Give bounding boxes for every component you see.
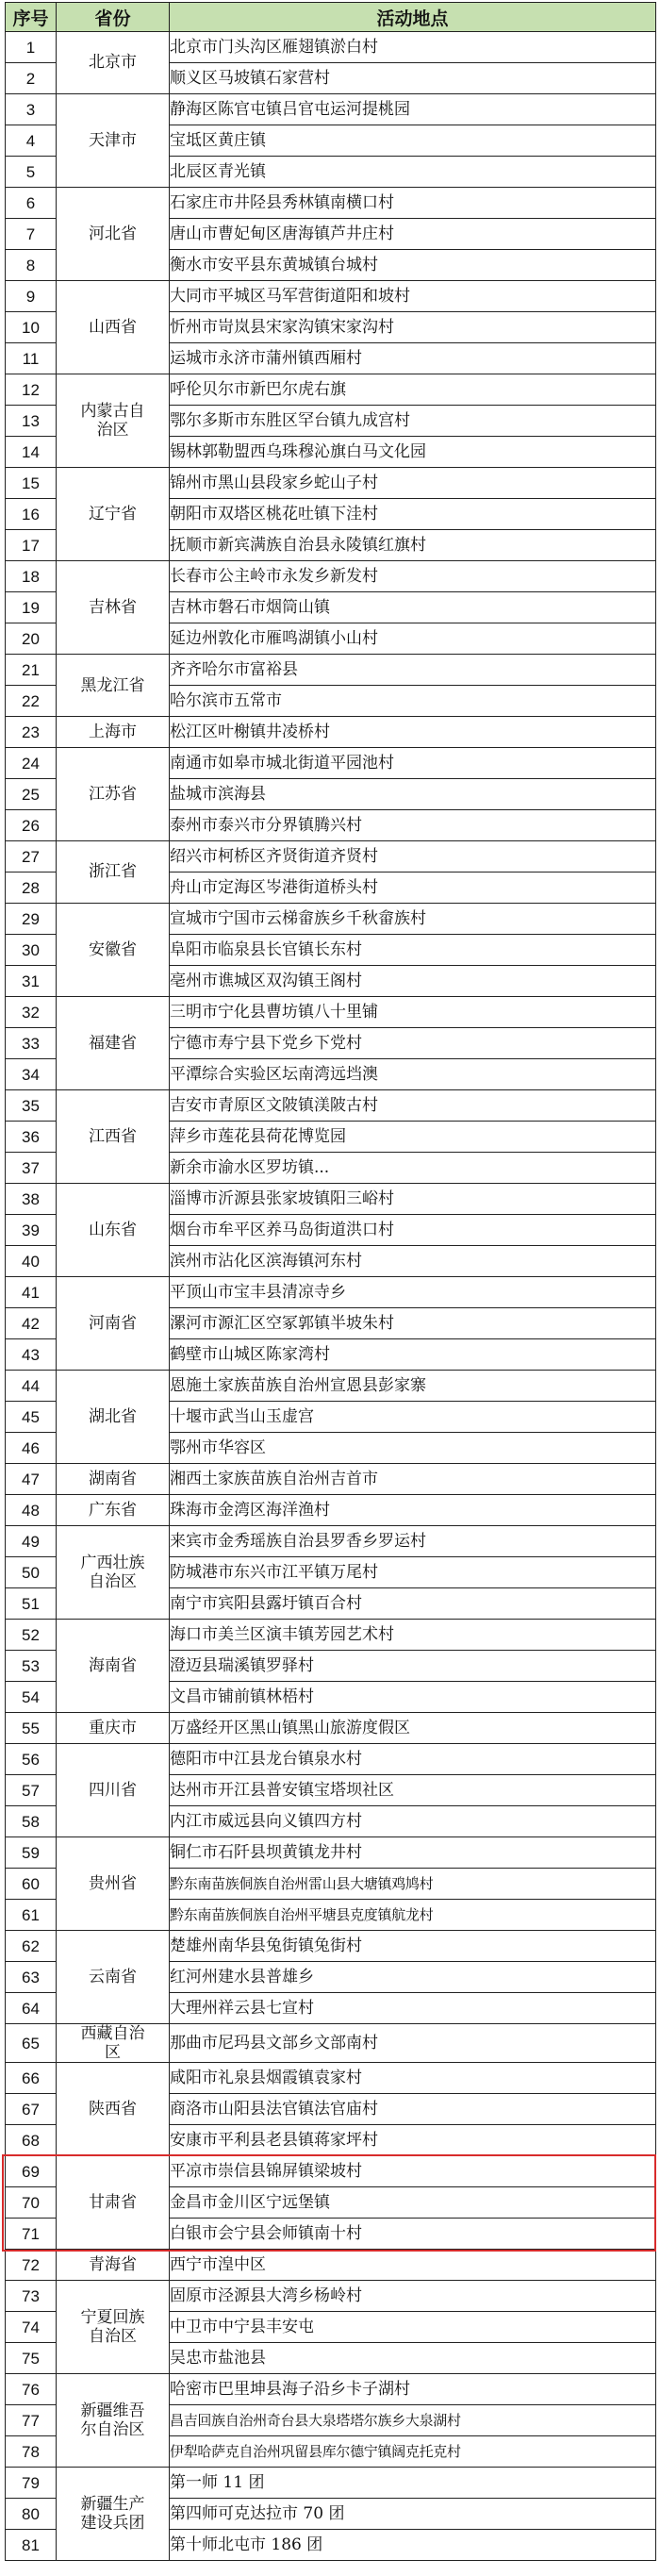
location-cell: 朝阳市双塔区桃花吐镇下洼村	[170, 499, 656, 530]
location-cell: 哈尔滨市五常市	[170, 686, 656, 717]
location-cell: 大同市平城区马军营街道阳和坡村	[170, 281, 656, 312]
location-cell: 北辰区青光镇	[170, 157, 656, 188]
location-cell: 大理州祥云县七宣村	[170, 1993, 656, 2024]
location-cell: 盐城市滨海县	[170, 779, 656, 810]
table-row	[6, 2024, 656, 2063]
table-row	[6, 468, 656, 499]
row-number: 13	[6, 406, 57, 437]
table-row	[6, 655, 656, 686]
province-cell: 海南省	[57, 1620, 170, 1713]
row-number: 76	[6, 2374, 57, 2405]
province-cell: 吉林省	[57, 561, 170, 655]
table-row	[6, 1464, 656, 1495]
table-row	[6, 904, 656, 935]
location-cell: 海口市美兰区演丰镇芳园艺术村	[170, 1620, 656, 1651]
province-cell: 山西省	[57, 281, 170, 374]
row-number: 10	[6, 312, 57, 343]
province-cell: 辽宁省	[57, 468, 170, 561]
location-cell: 来宾市金秀瑶族自治县罗香乡罗运村	[170, 1526, 656, 1557]
row-number: 56	[6, 1744, 57, 1775]
location-cell: 中卫市中宁县丰安屯	[170, 2312, 656, 2343]
table-row	[6, 561, 656, 592]
table-row	[6, 188, 656, 219]
province-cell: 江西省	[57, 1090, 170, 1184]
row-number: 39	[6, 1215, 57, 1246]
province-cell: 重庆市	[57, 1713, 170, 1744]
row-number: 1	[6, 32, 57, 63]
location-cell: 新余市渝水区罗坊镇...	[170, 1153, 656, 1184]
row-number: 52	[6, 1620, 57, 1651]
table-row	[6, 32, 656, 63]
row-number: 34	[6, 1059, 57, 1090]
row-number: 62	[6, 1931, 57, 1962]
location-cell: 第一师 11 团	[170, 2468, 656, 2499]
row-number: 53	[6, 1651, 57, 1682]
province-cell: 河南省	[57, 1277, 170, 1371]
table-row	[6, 997, 656, 1028]
row-number: 47	[6, 1464, 57, 1495]
row-number: 22	[6, 686, 57, 717]
row-number: 58	[6, 1806, 57, 1837]
table-row	[6, 281, 656, 312]
row-number: 65	[6, 2024, 57, 2063]
table-row	[6, 717, 656, 748]
table-row	[6, 1744, 656, 1775]
location-cell: 北京市门头沟区雁翅镇淤白村	[170, 32, 656, 63]
location-cell: 松江区叶榭镇井凌桥村	[170, 717, 656, 748]
table-row	[6, 1495, 656, 1526]
row-number: 80	[6, 2499, 57, 2530]
row-number: 27	[6, 841, 57, 873]
table-row	[6, 1184, 656, 1215]
location-cell: 鄂州市华容区	[170, 1433, 656, 1464]
location-cell: 泰州市泰兴市分界镇腾兴村	[170, 810, 656, 841]
row-number: 4	[6, 125, 57, 157]
location-cell: 齐齐哈尔市富裕县	[170, 655, 656, 686]
province-cell: 新疆生产建设兵团	[57, 2468, 170, 2561]
location-cell: 南宁市宾阳县露圩镇百合村	[170, 1588, 656, 1620]
row-number: 26	[6, 810, 57, 841]
row-number: 33	[6, 1028, 57, 1059]
province-cell: 陕西省	[57, 2063, 170, 2156]
province-cell: 四川省	[57, 1744, 170, 1837]
province-cell: 河北省	[57, 188, 170, 281]
row-number: 77	[6, 2405, 57, 2436]
location-cell: 内江市威远县向义镇四方村	[170, 1806, 656, 1837]
location-cell: 哈密市巴里坤县海子沿乡卡子湖村	[170, 2374, 656, 2405]
row-number: 75	[6, 2343, 57, 2374]
location-cell: 宝坻区黄庄镇	[170, 125, 656, 157]
row-number: 18	[6, 561, 57, 592]
province-cell: 北京市	[57, 32, 170, 94]
table-row	[6, 374, 656, 406]
province-cell: 浙江省	[57, 841, 170, 904]
table-row	[6, 2156, 656, 2187]
province-cell: 湖北省	[57, 1371, 170, 1464]
row-number: 50	[6, 1557, 57, 1588]
location-cell: 吉安市青原区文陂镇渼陂古村	[170, 1090, 656, 1122]
location-cell: 漯河市源汇区空冢郭镇半坡朱村	[170, 1308, 656, 1339]
location-cell: 三明市宁化县曹坊镇八十里铺	[170, 997, 656, 1028]
table-body	[6, 32, 656, 2561]
row-number: 37	[6, 1153, 57, 1184]
header-number: 序号	[6, 3, 57, 32]
location-cell: 平顶山市宝丰县清凉寺乡	[170, 1277, 656, 1308]
location-cell: 忻州市岢岚县宋家沟镇宋家沟村	[170, 312, 656, 343]
row-number: 5	[6, 157, 57, 188]
activity-location-table	[5, 2, 656, 2561]
location-cell: 吴忠市盐池县	[170, 2343, 656, 2374]
row-number: 81	[6, 2530, 57, 2561]
row-number: 21	[6, 655, 57, 686]
province-cell: 安徽省	[57, 904, 170, 997]
location-cell: 防城港市东兴市江平镇万尾村	[170, 1557, 656, 1588]
province-cell: 广东省	[57, 1495, 170, 1526]
location-cell: 唐山市曹妃甸区唐海镇芦井庄村	[170, 219, 656, 250]
province-cell: 广西壮族自治区	[57, 1526, 170, 1620]
row-number: 44	[6, 1371, 57, 1402]
row-number: 60	[6, 1869, 57, 1900]
row-number: 23	[6, 717, 57, 748]
location-cell: 舟山市定海区岑港街道桥头村	[170, 873, 656, 904]
location-cell: 阜阳市临泉县长官镇长东村	[170, 935, 656, 966]
row-number: 68	[6, 2125, 57, 2156]
row-number: 43	[6, 1339, 57, 1371]
row-number: 49	[6, 1526, 57, 1557]
row-number: 67	[6, 2094, 57, 2125]
location-cell: 澄迈县瑞溪镇罗驿村	[170, 1651, 656, 1682]
row-number: 66	[6, 2063, 57, 2094]
row-number: 24	[6, 748, 57, 779]
location-cell: 昌吉回族自治州奇台县大泉塔塔尔族乡大泉湖村	[170, 2405, 656, 2436]
table-row	[6, 1620, 656, 1651]
row-number: 20	[6, 623, 57, 655]
location-cell: 长春市公主岭市永发乡新发村	[170, 561, 656, 592]
location-cell: 珠海市金湾区海洋渔村	[170, 1495, 656, 1526]
location-cell: 鄂尔多斯市东胜区罕台镇九成宫村	[170, 406, 656, 437]
location-cell: 商洛市山阳县法官镇法官庙村	[170, 2094, 656, 2125]
table-row	[6, 2374, 656, 2405]
table-row	[6, 1931, 656, 1962]
row-number: 31	[6, 966, 57, 997]
location-cell: 红河州建水县普雄乡	[170, 1962, 656, 1993]
row-number: 78	[6, 2436, 57, 2468]
location-cell: 德阳市中江县龙台镇泉水村	[170, 1744, 656, 1775]
row-number: 3	[6, 94, 57, 125]
location-cell: 吉林市磐石市烟筒山镇	[170, 592, 656, 623]
table-row	[6, 2281, 656, 2312]
location-cell: 第十师北屯市 186 团	[170, 2530, 656, 2561]
province-cell: 甘肃省	[57, 2156, 170, 2250]
location-cell: 湘西土家族苗族自治州吉首市	[170, 1464, 656, 1495]
province-cell: 福建省	[57, 997, 170, 1090]
location-cell: 静海区陈官屯镇吕官屯运河提桃园	[170, 94, 656, 125]
location-cell: 衡水市安平县东黄城镇台城村	[170, 250, 656, 281]
table-row	[6, 1526, 656, 1557]
location-cell: 亳州市谯城区双沟镇王阁村	[170, 966, 656, 997]
location-cell: 那曲市尼玛县文部乡文部南村	[170, 2024, 656, 2063]
location-cell: 鹤壁市山城区陈家湾村	[170, 1339, 656, 1371]
location-cell: 平潭综合实验区坛南湾远垱澳	[170, 1059, 656, 1090]
row-number: 9	[6, 281, 57, 312]
row-number: 51	[6, 1588, 57, 1620]
province-cell: 天津市	[57, 94, 170, 188]
location-cell: 万盛经开区黑山镇黑山旅游度假区	[170, 1713, 656, 1744]
table-row	[6, 1713, 656, 1744]
table-row	[6, 1371, 656, 1402]
row-number: 11	[6, 343, 57, 374]
location-cell: 固原市泾源县大湾乡杨岭村	[170, 2281, 656, 2312]
province-cell: 新疆维吾尔自治区	[57, 2374, 170, 2468]
row-number: 17	[6, 530, 57, 561]
row-number: 19	[6, 592, 57, 623]
row-number: 61	[6, 1900, 57, 1931]
table-row	[6, 1090, 656, 1122]
row-number: 29	[6, 904, 57, 935]
province-cell: 云南省	[57, 1931, 170, 2024]
location-cell: 伊犁哈萨克自治州巩留县库尔德宁镇阔克托克村	[170, 2436, 656, 2468]
location-cell: 滨州市沾化区滨海镇河东村	[170, 1246, 656, 1277]
province-cell: 青海省	[57, 2250, 170, 2281]
location-cell: 第四师可克达拉市 70 团	[170, 2499, 656, 2530]
row-number: 74	[6, 2312, 57, 2343]
location-cell: 咸阳市礼泉县烟霞镇袁家村	[170, 2063, 656, 2094]
table-row	[6, 2063, 656, 2094]
location-cell: 锦州市黑山县段家乡蛇山子村	[170, 468, 656, 499]
table-row	[6, 2250, 656, 2281]
row-number: 42	[6, 1308, 57, 1339]
province-cell: 贵州省	[57, 1837, 170, 1931]
location-cell: 黔东南苗族侗族自治州雷山县大塘镇鸡鸠村	[170, 1869, 656, 1900]
row-number: 12	[6, 374, 57, 406]
location-cell: 铜仁市石阡县坝黄镇龙井村	[170, 1837, 656, 1869]
row-number: 45	[6, 1402, 57, 1433]
province-cell: 西藏自治区	[57, 2024, 170, 2063]
province-cell: 内蒙古自治区	[57, 374, 170, 468]
location-cell: 平凉市崇信县锦屏镇梁坡村	[170, 2156, 656, 2187]
location-cell: 安康市平利县老县镇蒋家坪村	[170, 2125, 656, 2156]
table-row	[6, 841, 656, 873]
row-number: 25	[6, 779, 57, 810]
location-cell: 烟台市牟平区养马岛街道洪口村	[170, 1215, 656, 1246]
row-number: 48	[6, 1495, 57, 1526]
row-number: 59	[6, 1837, 57, 1869]
location-cell: 宣城市宁国市云梯畲族乡千秋畲族村	[170, 904, 656, 935]
row-number: 30	[6, 935, 57, 966]
province-cell: 宁夏回族自治区	[57, 2281, 170, 2374]
row-number: 64	[6, 1993, 57, 2024]
location-cell: 萍乡市莲花县荷花博览园	[170, 1122, 656, 1153]
row-number: 35	[6, 1090, 57, 1122]
location-cell: 黔东南苗族侗族自治州平塘县克度镇航龙村	[170, 1900, 656, 1931]
table-row	[6, 2468, 656, 2499]
row-number: 40	[6, 1246, 57, 1277]
location-cell: 抚顺市新宾满族自治县永陵镇红旗村	[170, 530, 656, 561]
location-cell: 金昌市金川区宁远堡镇	[170, 2187, 656, 2219]
table-row	[6, 94, 656, 125]
location-cell: 达州市开江县普安镇宝塔坝社区	[170, 1775, 656, 1806]
row-number: 8	[6, 250, 57, 281]
row-number: 46	[6, 1433, 57, 1464]
location-cell: 文昌市铺前镇林梧村	[170, 1682, 656, 1713]
row-number: 70	[6, 2187, 57, 2219]
location-cell: 石家庄市井陉县秀林镇南横口村	[170, 188, 656, 219]
location-cell: 恩施土家族苗族自治州宣恩县彭家寨	[170, 1371, 656, 1402]
location-cell: 呼伦贝尔市新巴尔虎右旗	[170, 374, 656, 406]
header-location: 活动地点	[170, 3, 656, 32]
table-row	[6, 748, 656, 779]
table-row	[6, 1277, 656, 1308]
location-cell: 顺义区马坡镇石家营村	[170, 63, 656, 94]
row-number: 7	[6, 219, 57, 250]
location-cell: 延边州敦化市雁鸣湖镇小山村	[170, 623, 656, 655]
row-number: 63	[6, 1962, 57, 1993]
row-number: 72	[6, 2250, 57, 2281]
row-number: 38	[6, 1184, 57, 1215]
row-number: 69	[6, 2156, 57, 2187]
row-number: 71	[6, 2219, 57, 2250]
header-province: 省份	[57, 3, 170, 32]
row-number: 28	[6, 873, 57, 904]
province-cell: 湖南省	[57, 1464, 170, 1495]
row-number: 73	[6, 2281, 57, 2312]
header-row	[6, 3, 656, 32]
province-cell: 黑龙江省	[57, 655, 170, 717]
location-cell: 锡林郭勒盟西乌珠穆沁旗白马文化园	[170, 437, 656, 468]
location-cell: 楚雄州南华县兔街镇兔街村	[170, 1931, 656, 1962]
location-cell: 白银市会宁县会师镇南十村	[170, 2219, 656, 2250]
row-number: 54	[6, 1682, 57, 1713]
row-number: 32	[6, 997, 57, 1028]
location-cell: 南通市如皋市城北街道平园池村	[170, 748, 656, 779]
province-cell: 上海市	[57, 717, 170, 748]
table-row	[6, 1837, 656, 1869]
row-number: 2	[6, 63, 57, 94]
row-number: 57	[6, 1775, 57, 1806]
location-cell: 淄博市沂源县张家坡镇阳三峪村	[170, 1184, 656, 1215]
row-number: 55	[6, 1713, 57, 1744]
location-cell: 西宁市湟中区	[170, 2250, 656, 2281]
location-cell: 绍兴市柯桥区齐贤街道齐贤村	[170, 841, 656, 873]
row-number: 79	[6, 2468, 57, 2499]
province-cell: 山东省	[57, 1184, 170, 1277]
row-number: 6	[6, 188, 57, 219]
row-number: 14	[6, 437, 57, 468]
row-number: 15	[6, 468, 57, 499]
location-cell: 运城市永济市蒲州镇西厢村	[170, 343, 656, 374]
row-number: 16	[6, 499, 57, 530]
location-cell: 宁德市寿宁县下党乡下党村	[170, 1028, 656, 1059]
province-cell: 江苏省	[57, 748, 170, 841]
location-cell: 十堰市武当山玉虚宫	[170, 1402, 656, 1433]
row-number: 41	[6, 1277, 57, 1308]
row-number: 36	[6, 1122, 57, 1153]
